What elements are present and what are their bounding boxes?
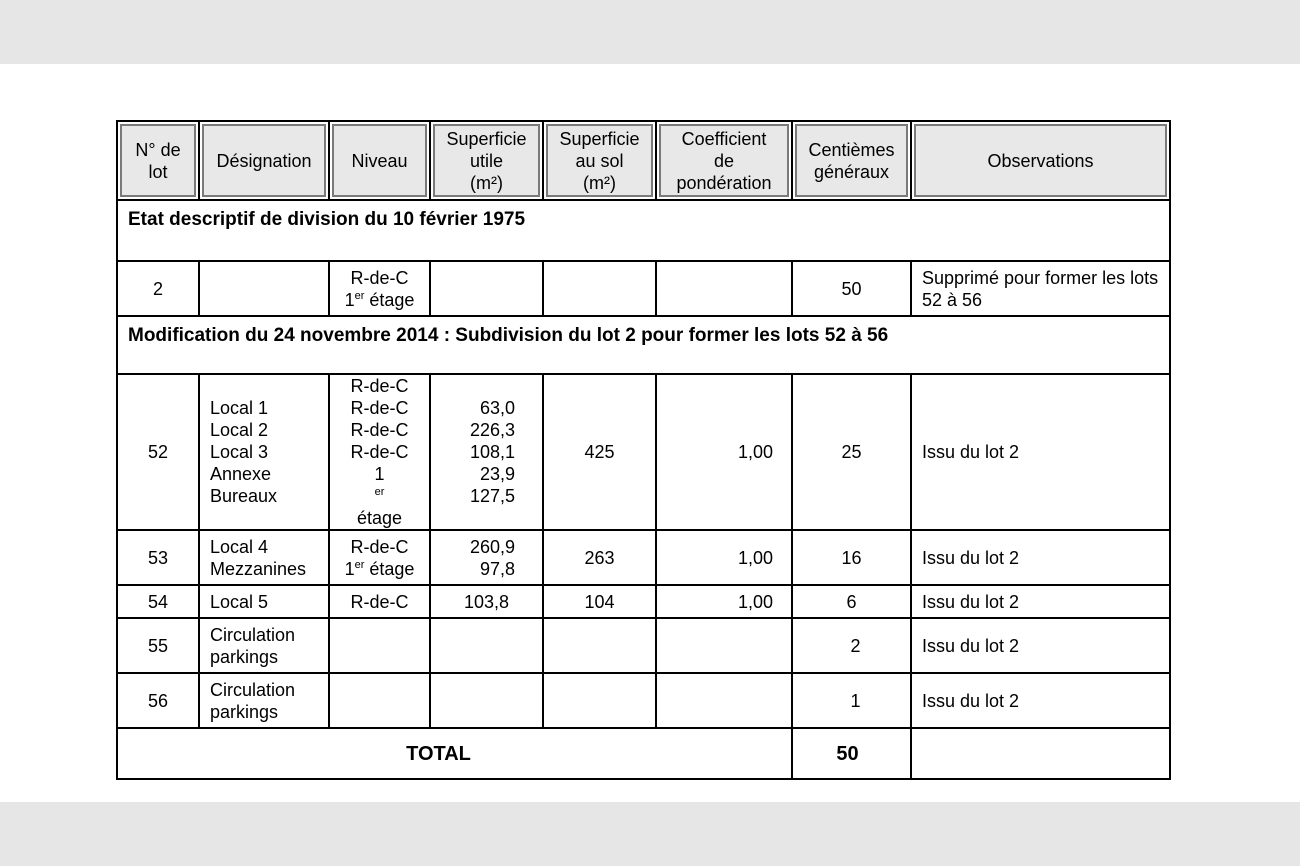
superficie-cell: 63,0 226,3 108,1 23,9 127,5: [430, 374, 543, 530]
document-page: [0, 64, 1300, 802]
superficie-sol-cell: 425: [543, 374, 656, 530]
coefficient-cell: 1,00: [656, 585, 792, 618]
section-title: Modification du 24 novembre 2014 : Subdivision du lot 2 pour former les lots 52 à 56: [117, 316, 1170, 374]
table-row: [117, 585, 1170, 618]
total-row: [117, 728, 1170, 779]
observations-cell: Issu du lot 2: [911, 673, 1170, 728]
niveau-cell: R-de-C 1er étage: [329, 261, 430, 316]
observations-cell: Issu du lot 2: [911, 374, 1170, 530]
designation-cell: Circulation parkings: [199, 618, 329, 673]
table-header: [117, 121, 1170, 200]
niveau-cell: [329, 618, 430, 673]
centiemes-cell: 1: [792, 673, 911, 728]
superficie-sol-cell: 104: [543, 585, 656, 618]
section-row-1975: [117, 200, 1170, 261]
observations-cell: Issu du lot 2: [911, 585, 1170, 618]
total-value: 50: [792, 728, 911, 779]
lot-number: 53: [117, 530, 199, 585]
niveau-cell: [329, 673, 430, 728]
designation-cell: [199, 261, 329, 316]
superficie-sol-cell: [543, 673, 656, 728]
header-niveau: Niveau: [329, 121, 430, 200]
superficie-sol-cell: 263: [543, 530, 656, 585]
lot-number: 2: [117, 261, 199, 316]
coefficient-cell: [656, 261, 792, 316]
observations-cell: Issu du lot 2: [911, 530, 1170, 585]
designation-cell: Local 5: [199, 585, 329, 618]
superficie-sol-cell: [543, 618, 656, 673]
superficie-sol-cell: [543, 261, 656, 316]
header-superficie-utile: Superficie utile (m²): [430, 121, 543, 200]
coefficient-cell: 1,00: [656, 374, 792, 530]
designation-cell: Circulation parkings: [199, 673, 329, 728]
observations-cell: Issu du lot 2: [911, 618, 1170, 673]
superficie-cell: 103,8: [430, 585, 543, 618]
coefficient-cell: 1,00: [656, 530, 792, 585]
centiemes-cell: 25: [792, 374, 911, 530]
centiemes-cell: 16: [792, 530, 911, 585]
lots-table: [116, 120, 1171, 780]
section-row-2014: [117, 316, 1170, 374]
designation-cell: Local 4 Mezzanines: [199, 530, 329, 585]
table-row: [117, 374, 1170, 530]
total-label: TOTAL: [117, 728, 792, 779]
table-row: [117, 261, 1170, 316]
table-row: [117, 530, 1170, 585]
lot-number: 55: [117, 618, 199, 673]
lot-number: 56: [117, 673, 199, 728]
superficie-cell: [430, 261, 543, 316]
centiemes-cell: 6: [792, 585, 911, 618]
header-observations: Observations: [911, 121, 1170, 200]
total-observations-cell: [911, 728, 1170, 779]
superficie-cell: [430, 673, 543, 728]
superficie-cell: [430, 618, 543, 673]
coefficient-cell: [656, 618, 792, 673]
header-superficie-sol: Superficie au sol (m²): [543, 121, 656, 200]
niveau-cell: R-de-C: [329, 585, 430, 618]
header-designation: Désignation: [199, 121, 329, 200]
lot-number: 52: [117, 374, 199, 530]
header-coefficient: Coefficient de pondération: [656, 121, 792, 200]
section-title: Etat descriptif de division du 10 février 1975: [117, 200, 1170, 261]
designation-cell: Local 1 Local 2 Local 3 Annexe Bureaux: [199, 374, 329, 530]
header-centiemes: Centièmes généraux: [792, 121, 911, 200]
lot-number: 54: [117, 585, 199, 618]
coefficient-cell: [656, 673, 792, 728]
superficie-cell: 260,9 97,8: [430, 530, 543, 585]
header-lot: N° de lot: [117, 121, 199, 200]
niveau-cell: R-de-C 1er étage: [329, 530, 430, 585]
table-row: [117, 618, 1170, 673]
table-row: [117, 673, 1170, 728]
centiemes-cell: 2: [792, 618, 911, 673]
centiemes-cell: 50: [792, 261, 911, 316]
niveau-cell: R-de-C R-de-C R-de-C R-de-C 1 $^{er}$ étage: [329, 374, 430, 530]
observations-cell: Supprimé pour former les lots 52 à 56: [911, 261, 1170, 316]
